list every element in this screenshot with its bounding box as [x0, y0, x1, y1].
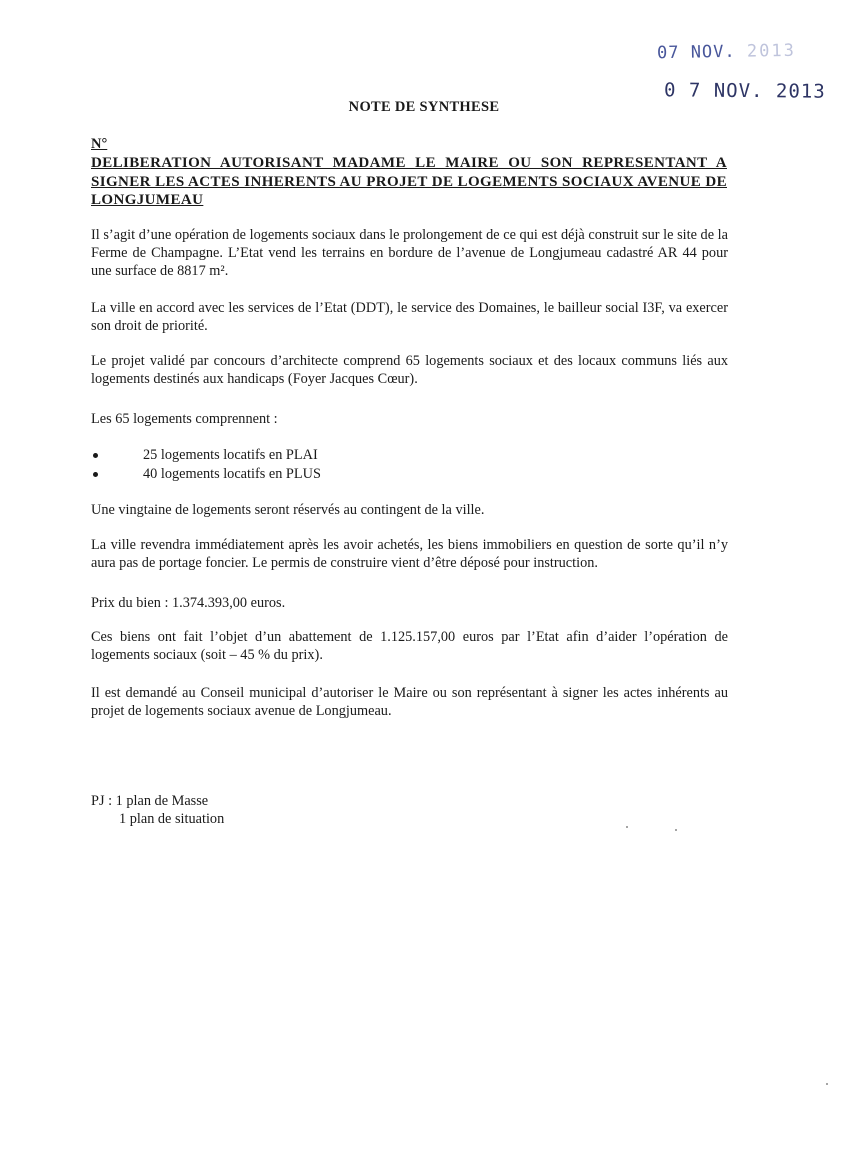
paragraph-request: Il est demandé au Conseil municipal d’autoriser le Maire ou son représentant à signer les actes inhérents au projet de logements sociaux avenue de Longjumeau. [91, 685, 728, 720]
paragraph-resale: La ville revendra immédiatement après les avoir achetés, les biens immobiliers en question de sorte qu’il n’y aura pas de portage foncier. Le permis de construire vient d’être déposé pour instruction. [91, 537, 728, 572]
scan-speck [826, 1083, 828, 1085]
attachments-list [91, 792, 224, 828]
list-item-text: 40 logements locatifs en PLUS [143, 466, 321, 482]
scan-speck [675, 829, 677, 831]
document-title-text: NOTE DE SYNTHESE [348, 99, 500, 115]
date-stamp-top [657, 41, 796, 63]
scan-speck [626, 826, 628, 828]
paragraph-housing-intro: Les 65 logements comprennent : [91, 411, 278, 427]
paragraph-discount: Ces biens ont fait l’objet d’un abattement de 1.125.157,00 euros par l’Etat afin d’aider l’opération de logements sociaux (soit – 45 % du prix). [91, 629, 728, 664]
heading-line: SIGNER LES ACTES INHERENTS AU PROJET DE LOGEMENTS SOCIAUX AVENUE DE [91, 173, 727, 190]
list-item-text: 25 logements locatifs en PLAI [143, 447, 318, 463]
document-title [0, 99, 848, 116]
heading-line: DELIBERATION AUTORISANT MADAME LE MAIRE OU SON REPRESENTANT A [91, 155, 727, 171]
heading-line: LONGJUMEAU [91, 192, 204, 208]
paragraph-priority-right: La ville en accord avec les services de l’Etat (DDT), le service des Domaines, le bailleur social I3F, va exercer son droit de priorité. [91, 300, 728, 335]
paragraph-price: Prix du bien : 1.374.393,00 euros. [91, 595, 286, 611]
deliberation-heading [91, 154, 727, 210]
paragraph-project: Le projet validé par concours d’architecte comprend 65 logements sociaux et des locaux communs liés aux logements destinés aux handicaps (Foyer Jacques Cœur). [91, 353, 728, 388]
date-stamp-bottom: 0 7 NOV. 2013 [663, 79, 826, 103]
stamp-year-faded: 2013 [746, 40, 797, 62]
bullet-icon [93, 453, 98, 458]
bullet-icon [93, 472, 98, 477]
paragraph-operation: Il s’agit d’une opération de logements sociaux dans le prolongement de ce qui est déjà construit sur le site de la Ferme de Champagne. L’Etat vend les terrains en bordure de l’avenue de Longjumeau cadastré AR 44 pour une surface de 8817 m². [91, 227, 728, 280]
stamp-day: 07 [656, 42, 680, 64]
attachment-line: 1 plan de situation [119, 811, 225, 827]
deliberation-number-label: N° [91, 136, 108, 152]
attachment-line: PJ : 1 plan de Masse [91, 793, 209, 809]
paragraph-contingent: Une vingtaine de logements seront réservés au contingent de la ville. [91, 502, 485, 518]
stamp-month: NOV. [690, 41, 736, 63]
